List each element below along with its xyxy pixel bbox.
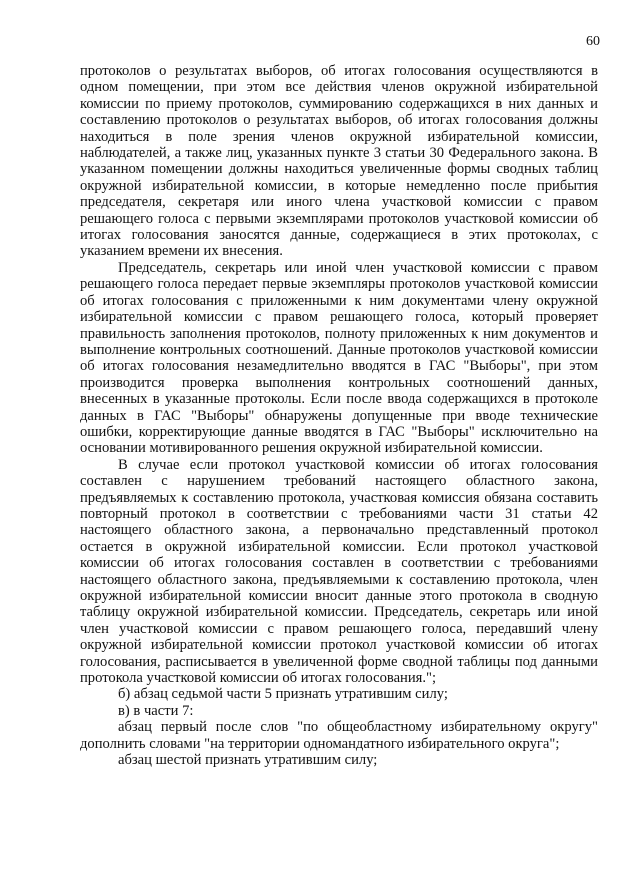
- paragraph-protocols-room: протоколов о результатах выборов, об итогах голосования осуществляются в одном помещении, при этом все действия членов окружной избирательной комиссии по приему протоколов, суммированию содержащихся в них данных и составлению протоколов о результатах выборов, об итогах голосования должны находиться в поле зрения членов окружной избирательной комиссии, наблюдателей, а также лиц, указанных пункте 3 статьи 30 Федерального закона. В указанном помещении должны находиться увеличенные формы сводных таблиц окружной избирательной комиссии, в которые немедленно после прибытия председателя, секретаря или иного члена участковой комиссии с правом решающего голоса с первыми экземплярами протоколов участковой комиссии об итогах голосования заносятся данные, содержащиеся в этих протоколах, с указанием времени их внесения.: [80, 63, 598, 260]
- paragraph-sixth-abzac: абзац шестой признать утратившим силу;: [118, 752, 378, 769]
- paragraph-item-b: б) абзац седьмой части 5 признать утратившим силу;: [118, 686, 448, 703]
- document-body: [80, 63, 598, 768]
- paragraph-item-v: в) в части 7:: [118, 702, 194, 719]
- page-number: 60: [586, 34, 600, 49]
- paragraph-first-abzac: абзац первый после слов "по общеобластному избирательному округу" дополнить словами "на территории одномандатного избирательного округа";: [80, 719, 598, 752]
- paragraph-repeat-protocol: В случае если протокол участковой комиссии об итогах голосования составлен с нарушением требований настоящего областного закона, предъявляемых к составлению протокола, участковая комиссия обязана составить повторный протокол в соответствии с требованиями части 31 статьи 42 настоящего областного закона, а первоначально представленный протокол остается в окружной избирательной комиссии. Если протокол участковой комиссии об итогах голосования составлен в соответствии с требованиями настоящего областного закона, предъявляемыми к составлению протокола, член окружной избирательной комиссии вносит данные этого протокола в сводную таблицу окружной избирательной комиссии. Председатель, секретарь или иной член участковой комиссии с правом решающего голоса, передавший члену окружной избирательной комиссии протокол участковой комиссии об итогах голосования, расписывается в увеличенной форме сводной таблицы под данными протокола участковой комиссии об итогах голосования.";: [80, 456, 598, 687]
- paragraph-chairman-transfer: Председатель, секретарь или иной член участковой комиссии с правом решающего голоса передает первые экземпляры протоколов участковой комиссии об итогах голосования с приложенными к ним документами члену окружной избирательной комиссии с правом решающего голоса, который проверяет правильность заполнения протоколов, полноту приложенных к ним документов и выполнение контрольных соотношений. Данные протоколов участковой комиссии об итогах голосования незамедлительно вводятся в ГАС "Выборы", при этом производится проверка выполнения контрольных соотношений данных, внесенных в указанные протоколы. Если после ввода содержащихся в протоколе данных в ГАС "Выборы" обнаружены допущенные при вводе технические ошибки, корректирующие данные вводятся в ГАС "Выборы" исключительно на основании мотивированного решения окружной избирательной комиссии.: [80, 259, 598, 457]
